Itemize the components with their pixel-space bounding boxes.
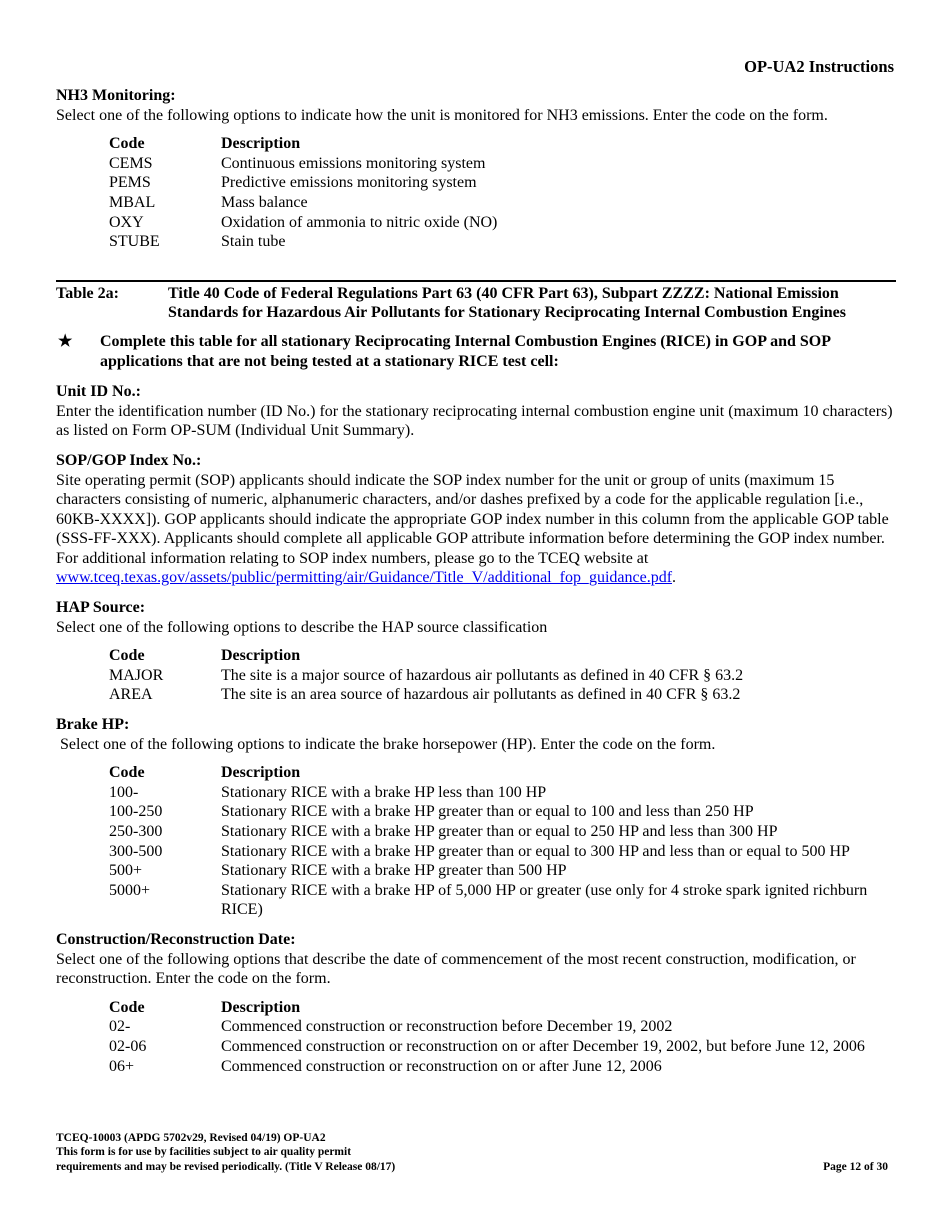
hap-source-section <box>56 598 896 705</box>
table-2a-instruction <box>56 332 896 371</box>
description-cell: Stationary RICE with a brake HP greater than 500 HP <box>221 862 567 880</box>
table-row <box>109 822 896 842</box>
description-column-header: Description <box>221 647 301 665</box>
brake-hp-intro: Select one of the following options to indicate the brake horsepower (HP). Enter the code on the form. <box>60 735 716 753</box>
code-cell: 300-500 <box>109 842 163 860</box>
sop-gop-heading: SOP/GOP Index No.: <box>56 451 202 469</box>
table-row <box>109 861 896 881</box>
document-body <box>56 86 896 1086</box>
table-row <box>109 1017 865 1037</box>
code-cell: MBAL <box>109 193 156 211</box>
page-number: Page 12 of 30 <box>823 1160 888 1173</box>
tceq-guidance-link[interactable]: www.tceq.texas.gov/assets/public/permitting/air/Guidance/Title_V/additional_fop_guidance.pdf <box>56 569 673 587</box>
description-cell: Stationary RICE with a brake HP less than 100 HP <box>221 783 547 801</box>
sop-gop-text <box>56 471 896 589</box>
table-row <box>109 1037 865 1057</box>
code-cell: 500+ <box>109 862 143 880</box>
code-cell: OXY <box>109 213 144 231</box>
code-cell: STUBE <box>109 233 160 251</box>
star-icon: ★ <box>58 332 73 350</box>
code-cell: 02-06 <box>109 1037 147 1055</box>
code-column-header: Code <box>109 764 145 782</box>
description-column-header: Description <box>221 135 301 153</box>
construction-date-intro: Select one of the following options that describe the date of commencement of the most recent construction, modification, or reconstruction. Enter the code on the form. <box>56 950 856 988</box>
description-cell: The site is a major source of hazardous air pollutants as defined in 40 CFR § 63.2 <box>221 666 744 684</box>
construction-date-heading: Construction/Reconstruction Date: <box>56 930 296 948</box>
code-cell: 100-250 <box>109 803 163 821</box>
table-2a-title: Title 40 Code of Federal Regulations Part 63 (40 CFR Part 63), Subpart ZZZZ: National Emission Standards for Hazardous Air Pollutants for Stationary Reciprocating Internal Combustion Engines <box>168 284 846 322</box>
sop-gop-text-body: Site operating permit (SOP) applicants should indicate the SOP index number for the unit or group of units (maximum 15 characters consisting of numeric, alphanumeric characters, and/or dashes prefixed by a code for the applicable regulation [i.e., 60KB-XXXX]). GOP applicants should indicate the appropriate GOP index number in this column from the applicable GOP table (SSS-FF-XXX). Applicants should complete all applicable GOP attribute information before determining the GOP index number. For additional information relating to SOP index numbers, please go to the TCEQ website at <box>56 471 889 567</box>
code-column-header: Code <box>109 135 145 153</box>
code-cell: AREA <box>109 686 153 704</box>
code-cell: 06+ <box>109 1057 135 1075</box>
table-row <box>109 802 896 822</box>
table-row <box>109 783 896 803</box>
description-cell: Commenced construction or reconstruction on or after June 12, 2006 <box>221 1057 662 1075</box>
code-cell: 5000+ <box>109 881 151 899</box>
description-cell: Stain tube <box>221 233 286 251</box>
hap-source-heading: HAP Source: <box>56 599 146 617</box>
document-footer <box>56 1131 888 1174</box>
table-row <box>109 881 896 920</box>
description-column-header: Description <box>221 998 301 1016</box>
code-cell: 250-300 <box>109 823 163 840</box>
nh3-monitoring-heading: NH3 Monitoring: <box>56 87 176 104</box>
description-cell: Stationary RICE with a brake HP greater than or equal to 100 and less than 250 HP <box>221 803 754 821</box>
nh3-monitoring-section <box>56 86 896 252</box>
table-header-row <box>109 646 743 666</box>
document-header-title: OP-UA2 Instructions <box>744 57 894 76</box>
hap-code-table <box>109 646 743 705</box>
construction-code-table <box>109 998 865 1076</box>
brake-hp-code-table <box>109 763 896 920</box>
hap-source-intro: Select one of the following options to describe the HAP source classification <box>56 618 548 636</box>
table-2a-heading <box>56 284 896 323</box>
description-cell: Commenced construction or reconstruction before December 19, 2002 <box>221 1018 673 1036</box>
description-cell: The site is an area source of hazardous air pollutants as defined in 40 CFR § 63.2 <box>221 686 741 704</box>
table-row <box>109 232 497 252</box>
description-cell: Stationary RICE with a brake HP of 5,000 HP or greater (use only for 4 stroke spark ignited richburn RICE) <box>221 881 868 919</box>
table-header-row <box>109 763 896 783</box>
code-cell: 02- <box>109 1018 131 1036</box>
code-cell: CEMS <box>109 154 153 172</box>
footer-usage-note: This form is for use by facilities subject to air quality permit <box>56 1146 352 1159</box>
table-row <box>109 666 743 686</box>
construction-date-section <box>56 930 896 1076</box>
code-cell: PEMS <box>109 174 151 192</box>
table-row <box>109 685 743 705</box>
table-2a-label: Table 2a: <box>56 284 119 302</box>
code-column-header: Code <box>109 998 145 1016</box>
description-cell: Stationary RICE with a brake HP greater than or equal to 300 HP and less than or equal to 500 HP <box>221 842 850 860</box>
brake-hp-heading: Brake HP: <box>56 716 130 734</box>
code-column-header: Code <box>109 647 145 665</box>
unit-id-text: Enter the identification number (ID No.) for the stationary reciprocating internal combustion engine unit (maximum 10 characters) as listed on Form OP-SUM (Individual Unit Summary). <box>56 402 893 440</box>
table-row <box>109 842 896 862</box>
nh3-code-table <box>109 134 497 252</box>
table-2a-instruction-text: Complete this table for all stationary Reciprocating Internal Combustion Engines (RICE) in GOP and SOP applications that are not being tested at a stationary RICE test cell: <box>100 332 831 370</box>
table-header-row <box>109 134 497 154</box>
description-cell: Mass balance <box>221 193 308 211</box>
description-cell: Continuous emissions monitoring system <box>221 154 486 172</box>
nh3-monitoring-intro: Select one of the following options to indicate how the unit is monitored for NH3 emissions. Enter the code on the form. <box>56 106 828 124</box>
table-2a-divider <box>56 280 896 323</box>
table-row <box>109 154 497 174</box>
sop-gop-text-end: . <box>672 569 677 587</box>
unit-id-section <box>56 382 896 441</box>
description-column-header: Description <box>221 764 301 782</box>
unit-id-heading: Unit ID No.: <box>56 383 141 401</box>
table-row <box>109 173 497 193</box>
description-cell: Predictive emissions monitoring system <box>221 174 477 192</box>
code-cell: 100- <box>109 783 139 801</box>
table-row <box>109 193 497 213</box>
code-cell: MAJOR <box>109 666 164 684</box>
table-header-row <box>109 998 865 1018</box>
description-cell: Commenced construction or reconstruction on or after December 19, 2002, but before June 12, 2006 <box>221 1037 865 1055</box>
footer-revision-note: requirements and may be revised periodically. (Title V Release 08/17) <box>56 1160 396 1173</box>
table-row <box>109 1057 865 1077</box>
table-row <box>109 213 497 233</box>
description-cell: Stationary RICE with a brake HP greater than or equal to 250 HP and less than 300 HP <box>221 823 778 840</box>
footer-form-id: TCEQ-10003 (APDG 5702v29, Revised 04/19) OP-UA2 <box>56 1132 326 1144</box>
description-cell: Oxidation of ammonia to nitric oxide (NO) <box>221 213 498 231</box>
brake-hp-section <box>56 715 896 920</box>
sop-gop-section <box>56 451 896 588</box>
